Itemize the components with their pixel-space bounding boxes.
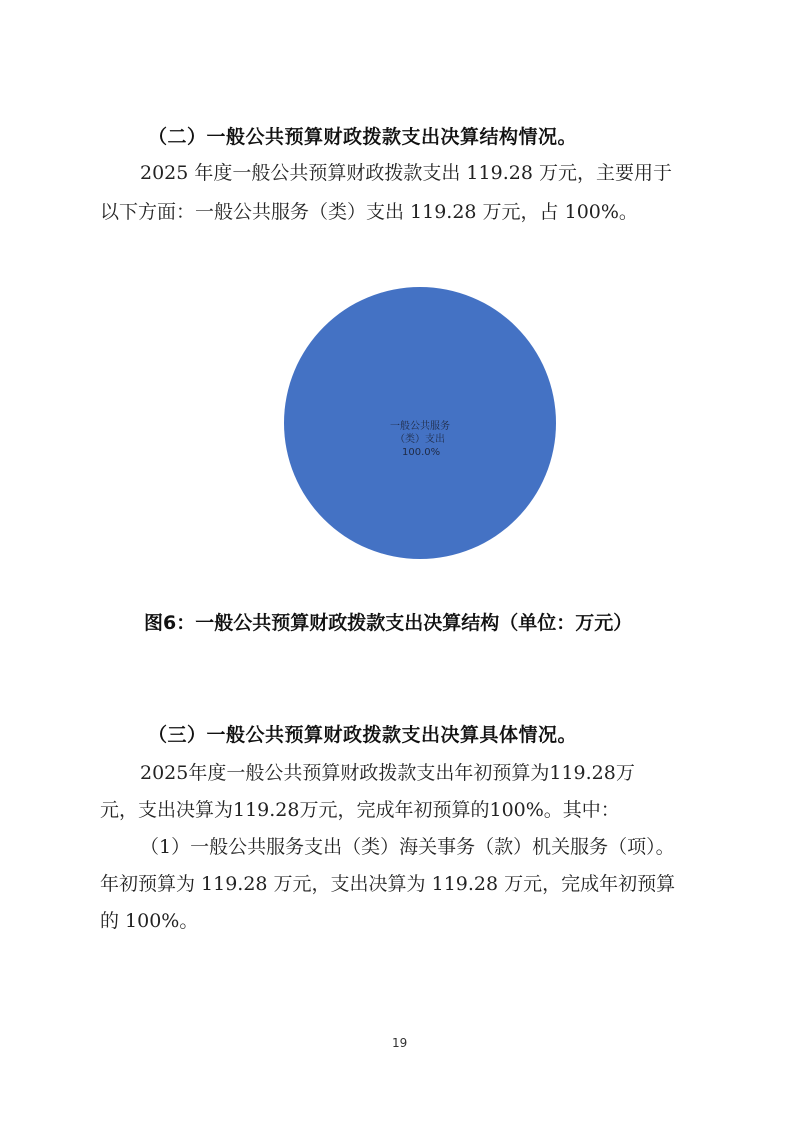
pie-slice-label-line1: 一般公共服务	[390, 421, 450, 432]
chart-caption: 图6：一般公共预算财政拨款支出决算结构（单位：万元）	[144, 612, 633, 634]
section2-paragraph-line1: 2025 年度一般公共预算财政拨款支出 119.28 万元，主要用于	[140, 162, 672, 184]
page-number: 19	[392, 1036, 408, 1050]
section2-paragraph-line2: 以下方面：一般公共服务（类）支出 119.28 万元，占 100%。	[100, 201, 638, 223]
pie-slice-label	[360, 420, 480, 459]
section3-paragraph-line3: （1）一般公共服务支出（类）海关事务（款）机关服务（项）。	[140, 836, 675, 858]
section3-paragraph-line2: 元，支出决算为119.28万元，完成年初预算的100%。其中：	[100, 799, 620, 821]
section3-paragraph-line4: 年初预算为 119.28 万元，支出决算为 119.28 万元，完成年初预算	[100, 873, 676, 895]
pie-slice-label-line2: （类）支出	[395, 434, 445, 445]
section3-paragraph-line1: 2025年度一般公共预算财政拨款支出年初预算为119.28万	[140, 762, 635, 784]
section2-heading: （二）一般公共预算财政拨款支出决算结构情况。	[148, 126, 578, 148]
section3-paragraph-line5: 的 100%。	[100, 910, 199, 932]
section3-heading: （三）一般公共预算财政拨款支出决算具体情况。	[148, 724, 578, 746]
pie-slice-label-value: 100.0%	[402, 447, 441, 458]
